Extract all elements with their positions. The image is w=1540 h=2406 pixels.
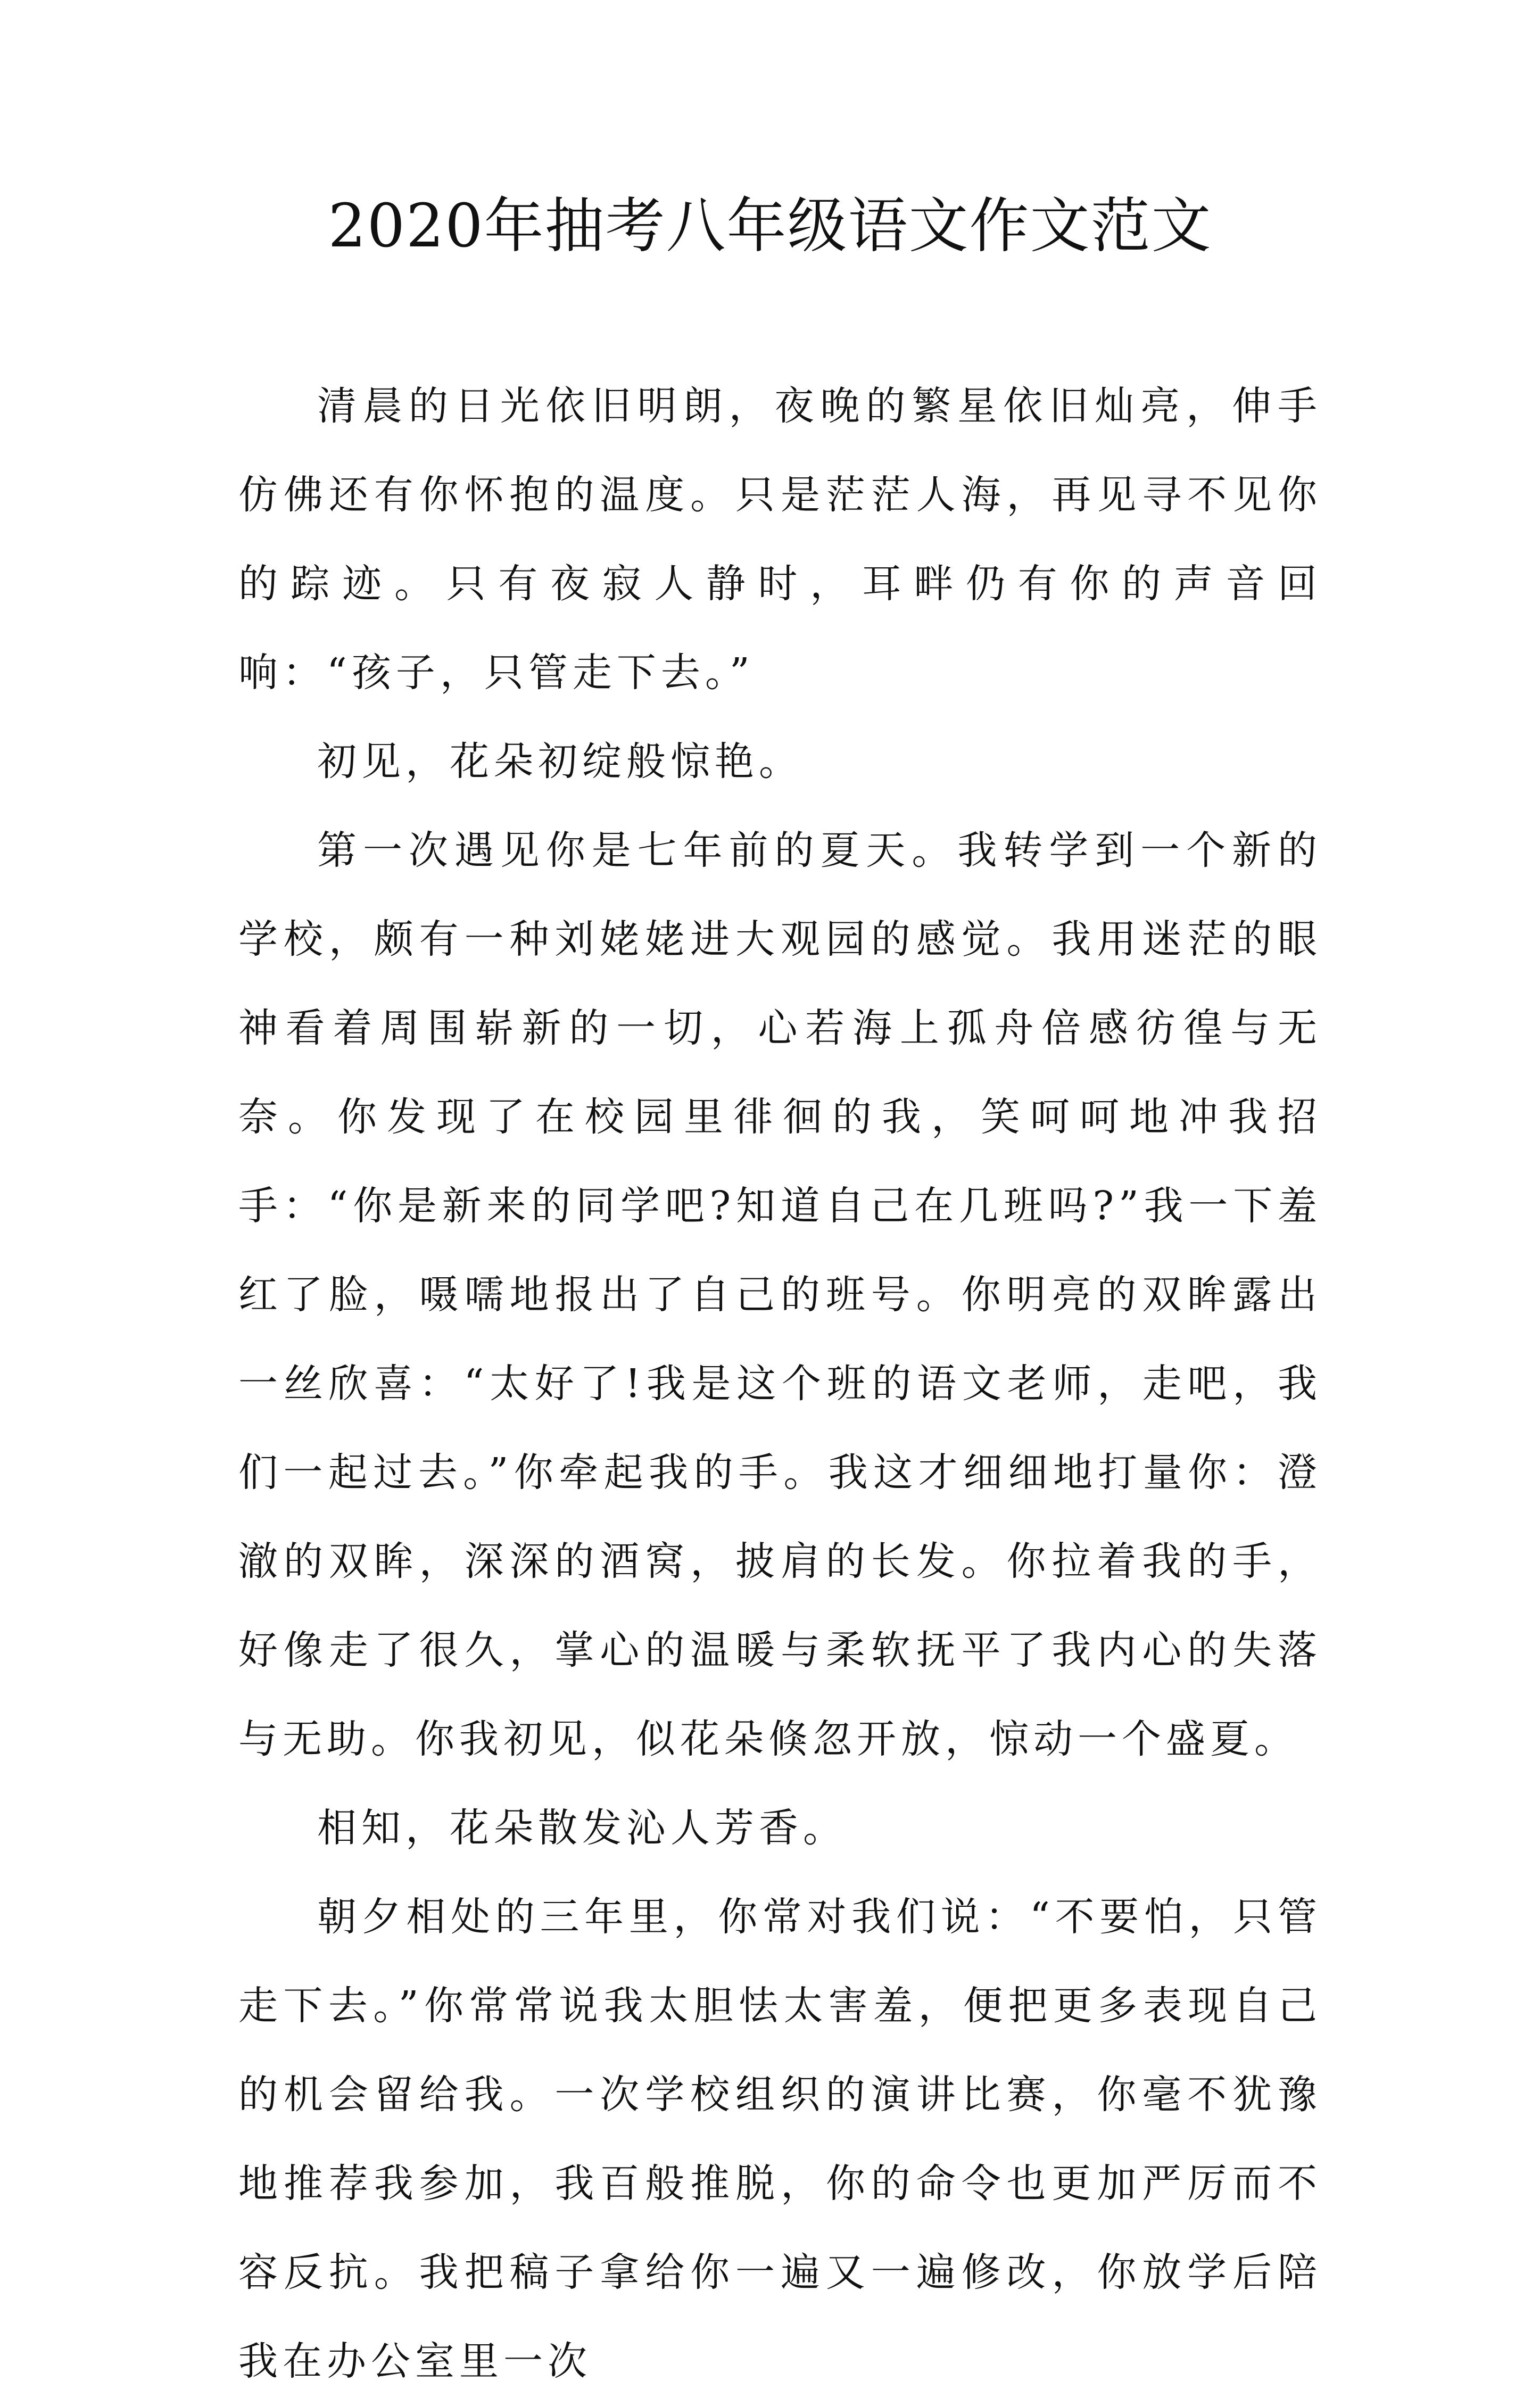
paragraph-3: 第一次遇见你是七年前的夏天。我转学到一个新的学校，颇有一种刘姥姥进大观园的感觉。我用迷茫的眼神看着周围崭新的一切，心若海上孤舟倍感彷徨与无奈。你发现了在校园里徘徊的我，笑呵呵地冲我招手：“你是新来的同学吧?知道自己在几班吗?”我一下羞红了脸，嗫嚅地报出了自己的班号。你明亮的双眸露出一丝欣喜：“太好了!我是这个班的语文老师，走吧，我们一起过去。”你牵起我的手。我这才细细地打量你：澄澈的双眸，深深的酒窝，披肩的长发。你拉着我的手，好像走了很久，掌心的温暖与柔软抚平了我内心的失落与无助。你我初见，似花朵倏忽开放，惊动一个盛夏。	[238, 828, 1322, 1762]
document-title: 2020年抽考八年级语文作文范文	[328, 192, 1212, 261]
paragraph-2: 初见，花朵初绽般惊艳。	[317, 739, 803, 784]
document-body	[238, 362, 1322, 2406]
paragraph-5: 朝夕相处的三年里，你常对我们说：“不要怕，只管走下去。”你常常说我太胆怯太害羞，便把更多表现自己的机会留给我。一次学校组织的演讲比赛，你毫不犹豫地推荐我参加，我百般推脱，你的命令也更加严厉而不容反抗。我把稿子拿给你一遍又一遍修改，你放学后陪我在办公室里一次	[238, 1894, 1322, 2384]
paragraph-4: 相知，花朵散发沁人芳香。	[317, 1805, 847, 1851]
paragraph-1: 清晨的日光依旧明朗，夜晚的繁星依旧灿亮，伸手仿佛还有你怀抱的温度。只是茫茫人海，再见寻不见你的踪迹。只有夜寂人静时，耳畔仍有你的声音回响：“孩子，只管走下去。”	[238, 383, 1322, 696]
